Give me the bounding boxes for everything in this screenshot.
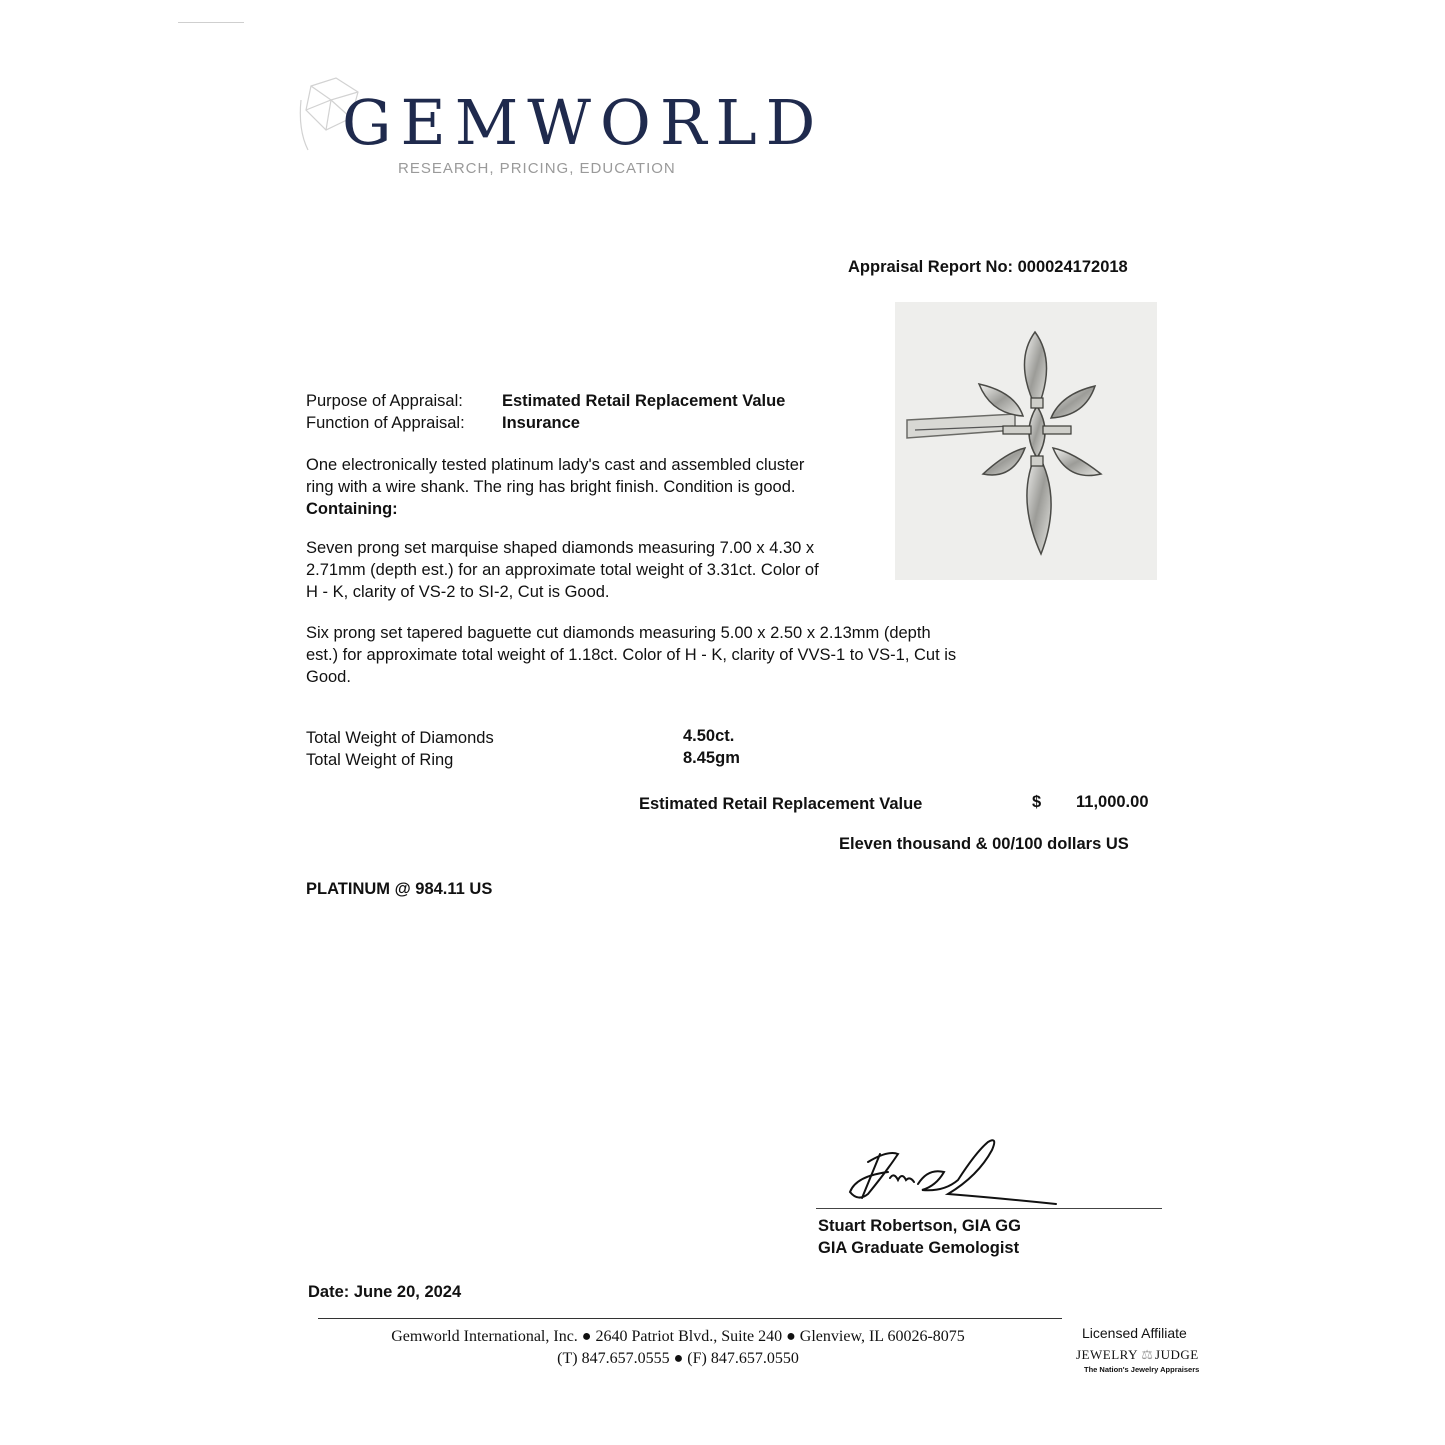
- report-number: Appraisal Report No: 000024172018: [848, 258, 1128, 276]
- containing-heading: Containing:: [306, 500, 398, 518]
- brand-tagline: RESEARCH, PRICING, EDUCATION: [398, 160, 676, 177]
- appraisal-date: Date: June 20, 2024: [308, 1283, 462, 1301]
- valuation-label: Estimated Retail Replacement Value: [639, 795, 923, 813]
- signature-image: [828, 1132, 1068, 1212]
- function-label: Function of Appraisal:: [306, 414, 465, 432]
- baguette-line-1: Six prong set tapered baguette cut diamonds measuring 5.00 x 2.50 x 2.13mm (depth: [306, 624, 931, 642]
- signatory-title: GIA Graduate Gemologist: [818, 1239, 1020, 1257]
- footer-phone: (T) 847.657.0555 ● (F) 847.657.0550: [557, 1350, 799, 1367]
- total-ring-value: 8.45gm: [683, 749, 740, 767]
- purpose-value: Estimated Retail Replacement Value: [502, 392, 786, 410]
- affiliate-brand-right: JUDGE: [1155, 1347, 1199, 1362]
- affiliate-label: Licensed Affiliate: [1082, 1325, 1187, 1341]
- affiliate-brand-left: JEWELRY: [1076, 1347, 1138, 1362]
- function-value: Insurance: [502, 414, 580, 432]
- signatory-name: Stuart Robertson, GIA GG: [818, 1217, 1021, 1235]
- baguette-line-3: Good.: [306, 668, 351, 686]
- affiliate-tagline: The Nation's Jewelry Appraisers: [1084, 1365, 1200, 1374]
- description-line-2: ring with a wire shank. The ring has bright finish. Condition is good.: [306, 478, 796, 496]
- ring-illustration: [895, 302, 1157, 580]
- purpose-label: Purpose of Appraisal:: [306, 392, 463, 410]
- marquise-line-3: H - K, clarity of VS-2 to SI-2, Cut is Good.: [306, 583, 610, 601]
- brand-logo: GEMWORLD: [342, 86, 825, 159]
- valuation-words: Eleven thousand & 00/100 dollars US: [839, 835, 1129, 853]
- baguette-line-2: est.) for approximate total weight of 1.18ct. Color of H - K, clarity of VVS-1 to VS-1, Cut is: [306, 646, 957, 664]
- currency-symbol: $: [1032, 793, 1042, 811]
- top-rule: [178, 22, 244, 23]
- total-diamonds-label: Total Weight of Diamonds: [306, 729, 494, 747]
- ring-photo: [895, 302, 1157, 580]
- platinum-price: PLATINUM @ 984.11 US: [306, 880, 493, 898]
- gavel-icon: ⚖: [1141, 1347, 1154, 1362]
- valuation-amount: 11,000.00: [1076, 793, 1149, 811]
- footer-rule: [318, 1318, 1062, 1319]
- signature-line: [816, 1208, 1162, 1209]
- affiliate-logo: [1076, 1347, 1199, 1363]
- total-ring-label: Total Weight of Ring: [306, 751, 454, 769]
- footer-address: Gemworld International, Inc. ● 2640 Patriot Blvd., Suite 240 ● Glenview, IL 60026-8075: [391, 1328, 965, 1345]
- marquise-line-2: 2.71mm (depth est.) for an approximate total weight of 3.31ct. Color of: [306, 561, 819, 579]
- description-line-1: One electronically tested platinum lady's cast and assembled cluster: [306, 456, 805, 474]
- total-diamonds-value: 4.50ct.: [683, 727, 735, 745]
- marquise-line-1: Seven prong set marquise shaped diamonds measuring 7.00 x 4.30 x: [306, 539, 815, 557]
